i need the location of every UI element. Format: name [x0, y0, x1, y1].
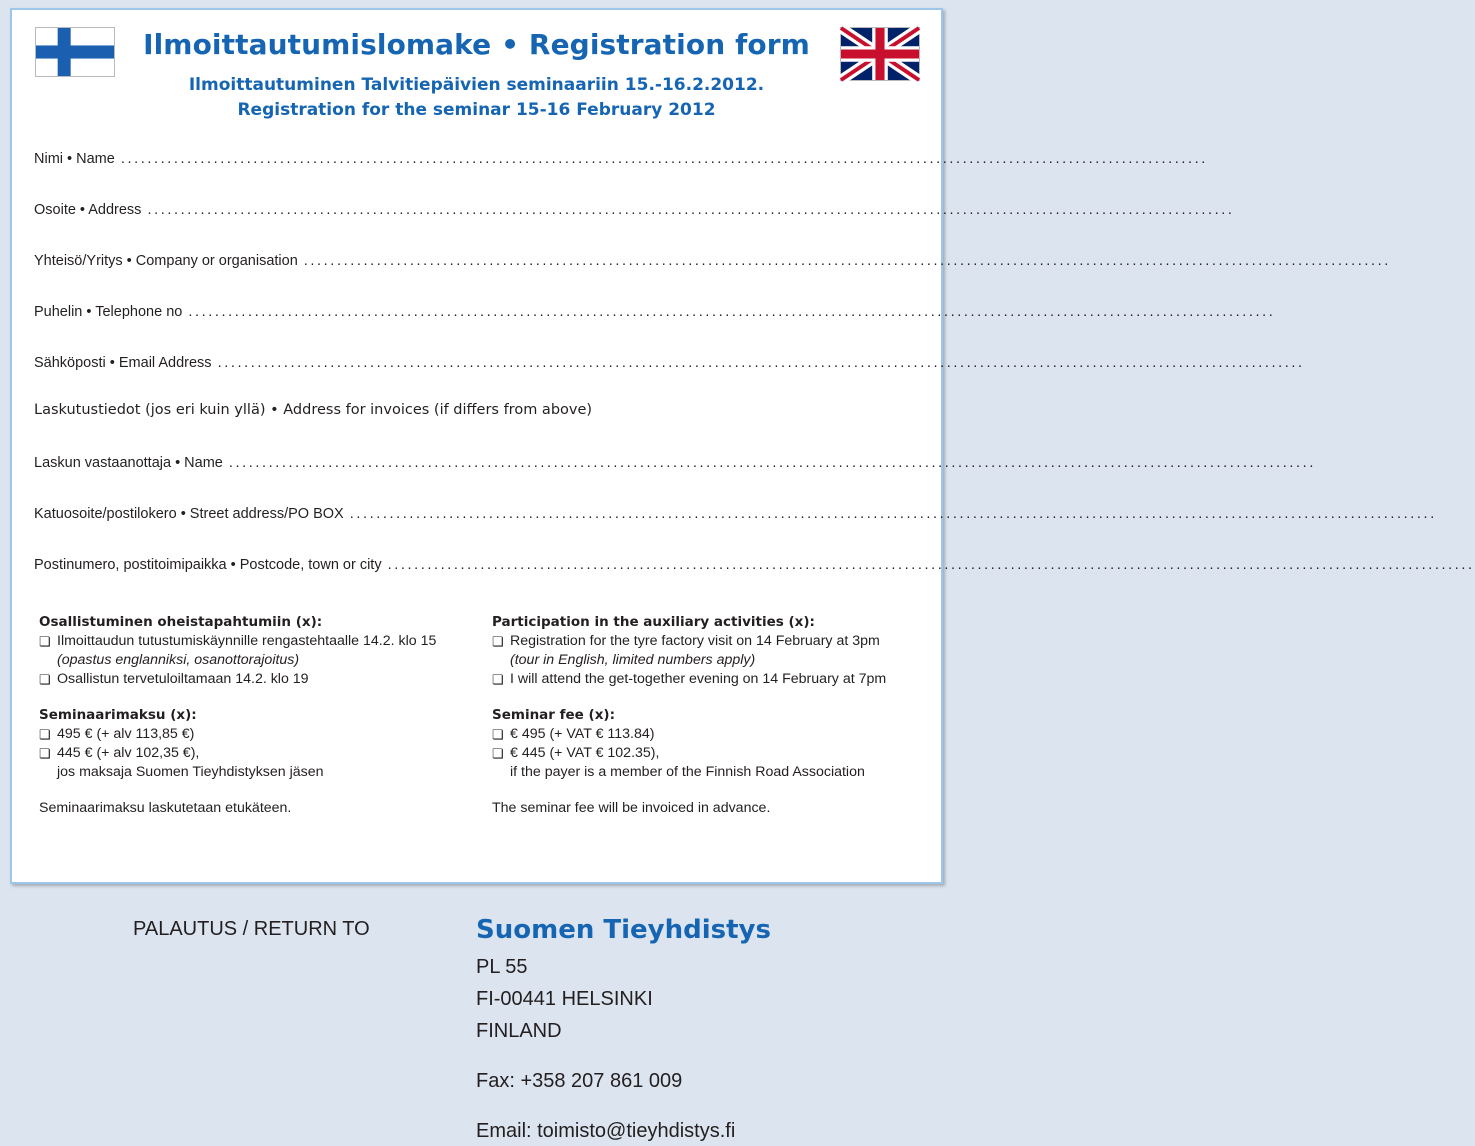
invoice-street-field-line[interactable]: ....................................................................................................................................................................: [349, 506, 1437, 522]
activity-option-2-en[interactable]: [492, 670, 932, 689]
fee-option-1-fi-label: 495 € (+ alv 113,85 €): [57, 726, 195, 742]
fee-option-2-fi-note: jos maksaja Suomen Tieyhdistyksen jäsen: [57, 764, 324, 780]
invoice-name-field-line[interactable]: ....................................................................................................................................................................: [228, 455, 1316, 471]
checkbox-icon[interactable]: ❏: [39, 634, 51, 649]
invoice-street-field[interactable]: [34, 506, 1437, 522]
checkbox-icon[interactable]: ❏: [492, 746, 504, 761]
name-field-label: Nimi • Name: [34, 151, 115, 167]
name-field[interactable]: [34, 151, 1208, 167]
activity-option-1-fi-label: Ilmoittaudun tutustumiskäynnille rengastehtaalle 14.2. klo 15: [57, 633, 437, 649]
invoice-heading: Laskutustiedot (jos eri kuin yllä) • Address for invoices (if differs from above): [34, 402, 593, 418]
fee-heading-fi: Seminaarimaksu (x):: [39, 707, 197, 723]
postal-box: PL 55: [476, 956, 528, 978]
company-field-line[interactable]: ....................................................................................................................................................................: [303, 253, 1391, 269]
finnish-options-column: [39, 613, 479, 818]
activity-option-1-fi-note: (opastus englanniksi, osanottorajoitus): [57, 652, 300, 668]
invoice-street-field-label: Katuosoite/postilokero • Street address/PO BOX: [34, 506, 344, 522]
activities-heading-fi: Osallistuminen oheistapahtumiin (x):: [39, 614, 323, 630]
checkbox-icon[interactable]: ❏: [492, 727, 504, 742]
address-field-label: Osoite • Address: [34, 202, 142, 218]
fee-option-2-en-note: if the payer is a member of the Finnish Road Association: [510, 764, 865, 780]
postal-code-city: FI-00441 HELSINKI: [476, 988, 653, 1010]
form-title: Ilmoittautumislomake • Registration form: [143, 28, 810, 61]
activity-option-1-en-label: Registration for the tyre factory visit on 14 February at 3pm: [510, 633, 880, 649]
email-field-label: Sähköposti • Email Address: [34, 355, 212, 371]
fee-option-1-fi[interactable]: [39, 725, 479, 744]
organisation-name: Suomen Tieyhdistys: [476, 915, 771, 945]
return-to-label: PALAUTUS / RETURN TO: [133, 918, 370, 940]
checkbox-icon[interactable]: ❏: [492, 672, 504, 687]
activity-option-1-fi[interactable]: [39, 632, 479, 651]
fee-option-2-fi[interactable]: [39, 744, 479, 763]
form-subtitle-en: Registration for the seminar 15-16 February 2012: [237, 100, 716, 120]
fee-heading-en: Seminar fee (x):: [492, 707, 615, 723]
invoice-name-field-label: Laskun vastaanottaja • Name: [34, 455, 223, 471]
fee-option-2-en[interactable]: [492, 744, 932, 763]
activity-option-1-en[interactable]: [492, 632, 932, 651]
activities-heading-en: Participation in the auxiliary activities (x):: [492, 614, 815, 630]
invoice-note-en: The seminar fee will be invoiced in advance.: [492, 800, 771, 816]
invoice-postcode-field[interactable]: [34, 557, 1475, 573]
form-subtitle-fi: Ilmoittautuminen Talvitiepäivien seminaariin 15.-16.2.2012.: [188, 75, 765, 95]
checkbox-icon[interactable]: ❏: [39, 727, 51, 742]
company-field[interactable]: [34, 253, 1391, 269]
telephone-field[interactable]: [34, 304, 1276, 320]
fee-option-2-en-label: € 445 (+ VAT € 102.35),: [510, 745, 660, 761]
email-address[interactable]: Email: toimisto@tieyhdistys.fi: [476, 1120, 736, 1142]
activity-option-2-fi[interactable]: [39, 670, 479, 689]
name-field-line[interactable]: ....................................................................................................................................................................: [120, 151, 1208, 167]
invoice-postcode-field-label: Postinumero, postitoimipaikka • Postcode, town or city: [34, 557, 382, 573]
fee-option-2-fi-label: 445 € (+ alv 102,35 €),: [57, 745, 200, 761]
email-field-line[interactable]: ....................................................................................................................................................................: [217, 355, 1305, 371]
address-field[interactable]: [34, 202, 1235, 218]
activity-option-2-fi-label: Osallistun tervetuloiltamaan 14.2. klo 19: [57, 671, 309, 687]
invoice-name-field[interactable]: [34, 455, 1316, 471]
invoice-postcode-field-line[interactable]: ....................................................................................................................................................................: [387, 557, 1475, 573]
fax-number: Fax: +358 207 861 009: [476, 1070, 683, 1092]
checkbox-icon[interactable]: ❏: [492, 634, 504, 649]
telephone-field-line[interactable]: ....................................................................................................................................................................: [188, 304, 1276, 320]
fee-option-1-en-label: € 495 (+ VAT € 113.84): [510, 726, 655, 742]
telephone-field-label: Puhelin • Telephone no: [34, 304, 183, 320]
invoice-note-fi: Seminaarimaksu laskutetaan etukäteen.: [39, 800, 292, 816]
english-options-column: [492, 613, 932, 818]
activity-option-2-en-label: I will attend the get-together evening on 14 February at 7pm: [510, 671, 887, 687]
country: FINLAND: [476, 1020, 562, 1042]
registration-form: [10, 8, 1475, 884]
checkbox-icon[interactable]: ❏: [39, 746, 51, 761]
address-field-line[interactable]: ....................................................................................................................................................................: [147, 202, 1235, 218]
email-field[interactable]: [34, 355, 1305, 371]
checkbox-icon[interactable]: ❏: [39, 672, 51, 687]
fee-option-1-en[interactable]: [492, 725, 932, 744]
activity-option-1-en-note: (tour in English, limited numbers apply): [510, 652, 756, 668]
company-field-label: Yhteisö/Yritys • Company or organisation: [34, 253, 298, 269]
